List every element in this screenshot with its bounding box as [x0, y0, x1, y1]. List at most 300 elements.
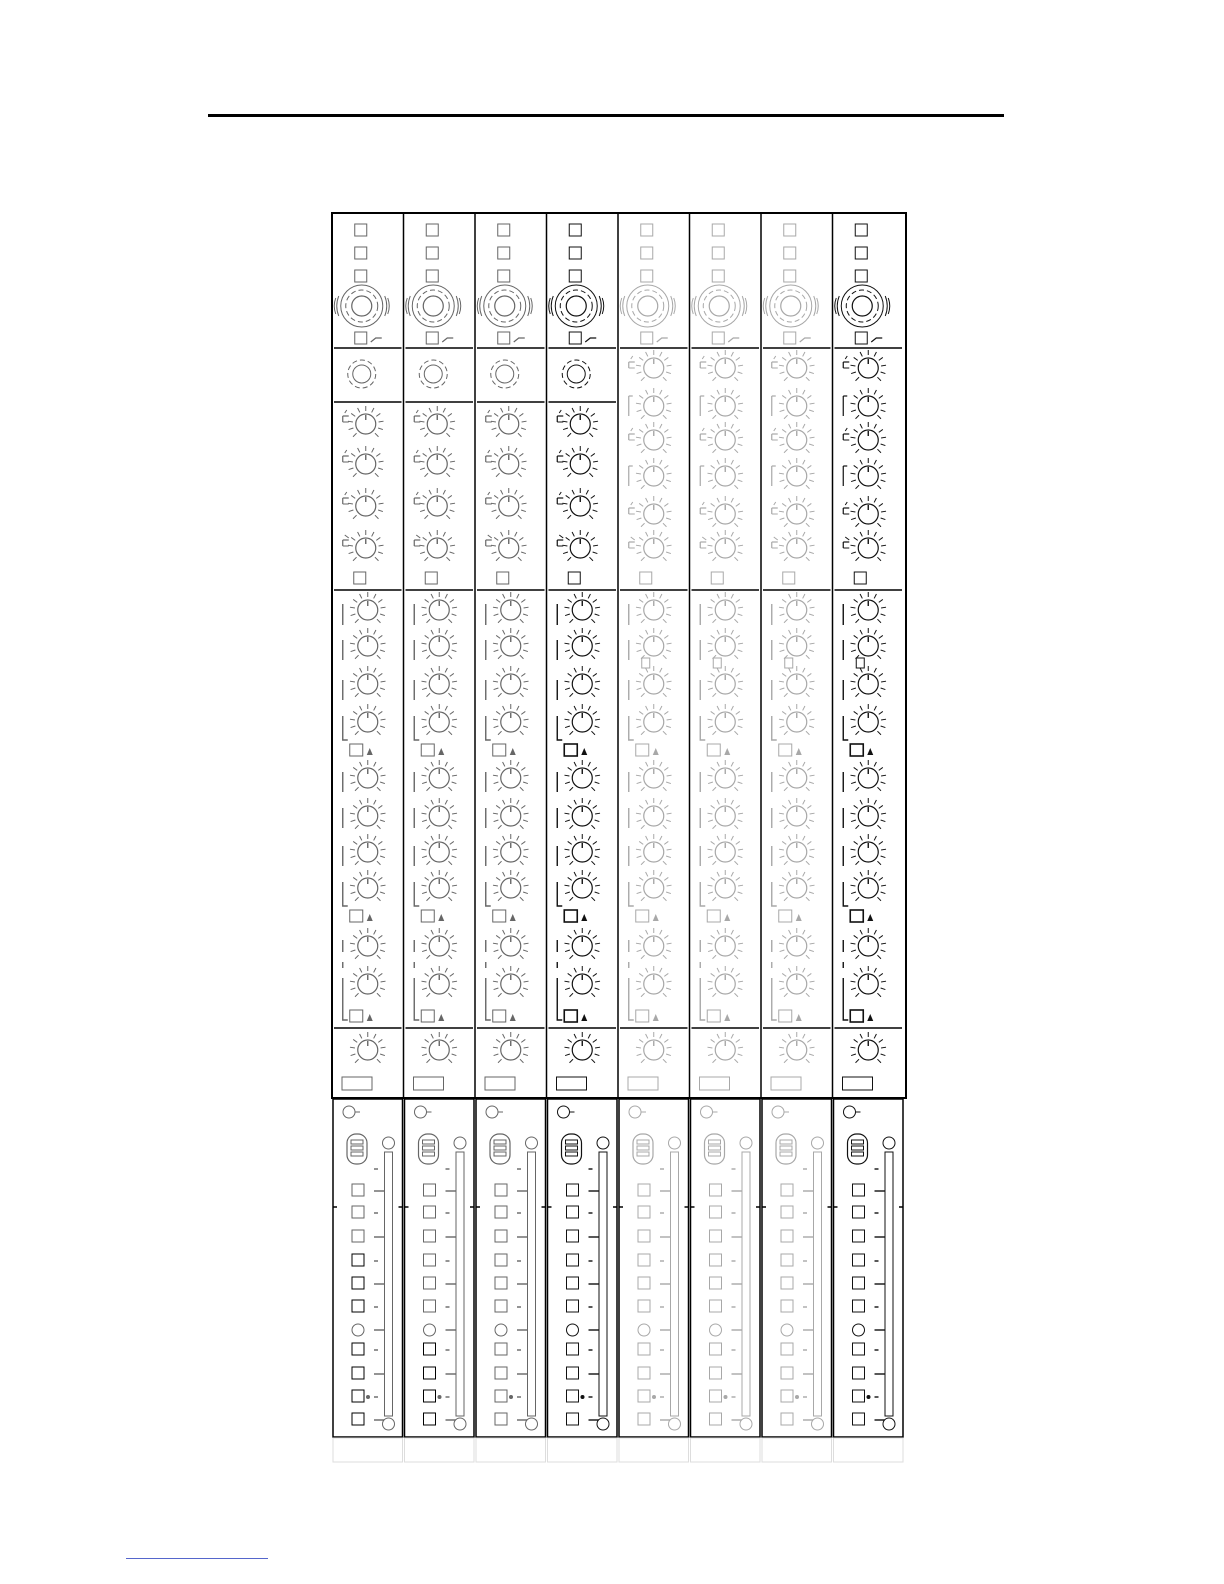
gain-bracket: [551, 296, 553, 316]
eq-knob: [348, 446, 384, 477]
routing-switch: [495, 1300, 507, 1312]
routing-switch: [781, 1300, 793, 1312]
knob-tick: [711, 1039, 715, 1042]
knob-tick: [588, 594, 590, 598]
eq-knob: [850, 388, 886, 419]
eq-band-glyph: [343, 450, 349, 462]
knob-tick: [378, 935, 382, 938]
knob-tick: [380, 892, 385, 894]
eq-knob: [779, 422, 815, 453]
knob-tick: [877, 787, 881, 791]
eq-glyph-stroke: [631, 428, 633, 431]
knob-tick: [639, 503, 643, 506]
aux-send-knob: [636, 666, 672, 697]
pan-knob: [636, 1032, 672, 1063]
eq-knob: [636, 388, 672, 419]
knob-tick: [736, 973, 740, 976]
eq-glyph-stroke: [774, 502, 776, 505]
knob-tick: [803, 968, 805, 972]
gain-core: [781, 296, 801, 316]
knob-tick: [381, 607, 386, 608]
knob-tick: [789, 498, 791, 502]
knob-tick: [378, 877, 382, 880]
gain-knob: [406, 285, 461, 327]
knob-tick: [521, 635, 525, 638]
knob-tick: [639, 395, 643, 398]
knob-tick: [810, 849, 815, 850]
knob-tick: [493, 719, 498, 720]
eq-knob: [348, 530, 384, 561]
routing-switch: [638, 1367, 650, 1379]
knob-tick: [503, 968, 505, 972]
knob-tick: [707, 473, 712, 474]
knob-tick: [570, 825, 574, 829]
knob-tick: [641, 861, 645, 865]
knob-tick: [707, 719, 712, 720]
input-switch: [855, 247, 867, 259]
knob-tick: [789, 762, 791, 766]
aux-bracket: [343, 882, 348, 906]
knob-tick: [713, 993, 717, 997]
knob-tick: [738, 775, 743, 776]
knob-tick: [667, 719, 672, 720]
hpf-glyph: [728, 338, 739, 342]
routing-switch: [638, 1254, 650, 1266]
knob-tick: [593, 635, 597, 638]
knob-tick: [809, 950, 814, 952]
knob-tick: [443, 408, 445, 412]
hpf-frequency-knob: [562, 360, 590, 388]
knob-tick: [877, 1059, 881, 1063]
aux-send-knob: [421, 760, 457, 791]
gain-bracket: [742, 296, 744, 316]
gain-dashed-ring: [703, 290, 735, 322]
gain-bracket: [674, 298, 676, 314]
knob-tick: [521, 877, 525, 880]
knob-tick: [646, 594, 648, 598]
knob-tick: [377, 655, 381, 659]
knob-tick: [809, 856, 814, 858]
knob-tick: [637, 552, 642, 554]
knob-tick: [854, 465, 858, 468]
knob-tick: [850, 545, 855, 546]
knob-tick: [660, 930, 662, 934]
knob-tick: [636, 511, 641, 512]
aux-send-knob: [850, 928, 886, 959]
knob-tick: [350, 681, 355, 682]
knob-tick: [877, 377, 881, 381]
gain-bracket: [888, 298, 890, 314]
knob-tick: [789, 836, 791, 840]
routing-switch: [853, 1343, 865, 1355]
knob-tick: [494, 453, 498, 456]
knob-tick: [521, 767, 525, 770]
knob-tick: [877, 557, 881, 561]
knob-tick: [639, 465, 643, 468]
knob-tick: [445, 968, 447, 972]
aux-send-knob: [350, 704, 386, 735]
knob-tick: [734, 485, 738, 489]
fader-lock-screw: [495, 1324, 507, 1336]
aux-bracket: [843, 882, 848, 906]
knob-tick: [588, 668, 590, 672]
knob-tick: [881, 813, 886, 814]
fader-bottom-screw: [812, 1418, 824, 1430]
knob-tick: [637, 650, 642, 652]
knob-tick: [860, 594, 862, 598]
aux-send-knob: [421, 798, 457, 829]
knob-tick: [564, 1047, 569, 1048]
eq-glyph-stroke: [559, 410, 561, 413]
knob-tick: [809, 410, 814, 412]
knob-tick: [779, 775, 784, 776]
input-switch: [426, 270, 438, 282]
knob-tick: [641, 955, 645, 959]
knob-tick: [850, 365, 855, 366]
knob-tick: [588, 872, 590, 876]
knob-tick: [738, 1047, 743, 1048]
knob-tick: [494, 988, 499, 990]
knob-tick: [591, 787, 595, 791]
knob-tick: [881, 511, 886, 512]
knob-tick: [780, 820, 785, 822]
knob-tick: [355, 825, 359, 829]
pre-post-switch: [350, 910, 363, 922]
aux-send-knob: [493, 870, 529, 901]
knob-tick: [810, 511, 815, 512]
knob-tick: [809, 444, 814, 446]
knob-tick: [381, 643, 386, 644]
hpf-frequency-core: [424, 365, 442, 383]
knob-tick: [782, 465, 786, 468]
knob-tick: [851, 1054, 856, 1056]
knob-tick: [450, 767, 454, 770]
knob-tick: [734, 787, 738, 791]
knob-tick: [664, 1039, 668, 1042]
knob-tick: [523, 688, 528, 690]
knob-tick: [784, 415, 788, 419]
knob-tick: [421, 719, 426, 720]
knob-tick: [350, 775, 355, 776]
pre-post-glyph: [581, 914, 587, 921]
knob-tick: [663, 619, 667, 623]
aux-send-knob: [421, 704, 457, 735]
knob-tick: [374, 594, 376, 598]
knob-tick: [380, 988, 385, 990]
pre-post-switch: [707, 744, 720, 756]
hpf-frequency-knob: [348, 360, 376, 388]
knob-tick: [574, 930, 576, 934]
knob-tick: [566, 537, 570, 540]
knob-tick: [734, 861, 738, 865]
input-switch: [641, 247, 653, 259]
knob-tick: [784, 693, 788, 697]
knob-tick: [431, 930, 433, 934]
knob-tick: [734, 993, 738, 997]
fader-panel-screw: [772, 1106, 784, 1118]
knob-tick: [713, 787, 717, 791]
knob-tick: [492, 428, 497, 430]
knob-tick: [496, 767, 500, 770]
knob-tick: [517, 594, 519, 598]
knob-tick: [667, 981, 672, 982]
knob-tick: [593, 805, 597, 808]
stereo-link-switch: [785, 658, 793, 668]
mute-led-segment: [780, 1140, 792, 1144]
pre-post-glyph: [796, 914, 802, 921]
gain-bracket: [337, 296, 339, 316]
fader-unity-dot: [581, 1395, 585, 1399]
knob-tick: [731, 706, 733, 710]
knob-tick: [452, 856, 457, 858]
knob-tick: [381, 885, 386, 886]
knob-tick: [803, 498, 805, 502]
knob-tick: [593, 841, 597, 844]
aux-bracket: [486, 716, 491, 740]
knob-tick: [779, 511, 784, 512]
input-switch: [855, 224, 867, 236]
knob-tick: [717, 460, 719, 464]
knob-tick: [637, 1054, 642, 1056]
knob-tick: [588, 836, 590, 840]
knob-tick: [879, 537, 883, 540]
knob-tick: [711, 395, 715, 398]
knob-tick: [593, 428, 598, 430]
pre-post-switch: [493, 910, 506, 922]
scribble-strip: [476, 1438, 546, 1462]
eq-knob: [779, 496, 815, 527]
eq-knob: [562, 406, 598, 437]
knob-tick: [780, 444, 785, 446]
fader-track: [599, 1152, 607, 1416]
knob-tick: [809, 820, 814, 822]
eq-band-glyph: [414, 450, 420, 462]
knob-tick: [353, 635, 357, 638]
knob-tick: [351, 856, 356, 858]
knob-tick: [593, 599, 597, 602]
knob-tick: [372, 448, 374, 452]
knob-tick: [429, 532, 431, 536]
knob-tick: [378, 767, 382, 770]
routing-switch: [352, 1390, 364, 1402]
aux-send-knob: [493, 798, 529, 829]
eq-band-glyph: [486, 535, 492, 546]
knob-tick: [639, 805, 643, 808]
knob-tick: [666, 552, 671, 554]
knob-tick: [636, 403, 641, 404]
knob-tick: [809, 480, 814, 482]
knob-tick: [524, 607, 529, 608]
knob-tick: [782, 1039, 786, 1042]
knob-tick: [591, 1059, 595, 1063]
knob-tick: [450, 552, 455, 554]
knob-tick: [711, 673, 715, 676]
knob-tick: [851, 856, 856, 858]
routing-switch: [352, 1300, 364, 1312]
knob-tick: [503, 630, 505, 634]
knob-tick: [377, 955, 381, 959]
knob-tick: [521, 468, 526, 470]
routing-switch: [781, 1206, 793, 1218]
fader-lock-screw: [638, 1324, 650, 1336]
knob-tick: [717, 930, 719, 934]
eq-glyph-stroke: [702, 356, 704, 359]
knob-tick: [860, 706, 862, 710]
routing-switch: [638, 1206, 650, 1218]
knob-tick: [421, 1047, 426, 1048]
knob-tick: [663, 415, 667, 419]
routing-switch: [424, 1254, 436, 1266]
eq-knob: [419, 406, 455, 437]
knob-tick: [452, 719, 457, 720]
knob-tick: [667, 643, 672, 644]
knob-tick: [636, 1047, 641, 1048]
mute-button-frame: [633, 1134, 653, 1164]
knob-tick: [374, 668, 376, 672]
knob-tick: [736, 711, 740, 714]
input-switch: [784, 270, 796, 282]
knob-tick: [564, 681, 569, 682]
mute-led-segment: [852, 1140, 864, 1144]
knob-tick: [593, 510, 598, 512]
knob-tick: [353, 767, 357, 770]
knob-tick: [639, 1039, 643, 1042]
routing-switch: [352, 1254, 364, 1266]
knob-tick: [574, 800, 576, 804]
knob-tick: [881, 719, 886, 720]
knob-tick: [523, 820, 528, 822]
knob-tick: [452, 650, 457, 652]
knob-tick: [782, 357, 786, 360]
knob-tick: [591, 495, 595, 498]
fader-top-screw: [883, 1137, 895, 1149]
gain-bracket: [528, 296, 530, 316]
knob-tick: [591, 619, 595, 623]
aux-send-knob: [350, 928, 386, 959]
knob-tick: [591, 993, 595, 997]
knob-tick: [637, 856, 642, 858]
knob-tick: [425, 805, 429, 808]
knob-tick: [501, 448, 503, 452]
mute-led-segment: [637, 1152, 649, 1156]
knob-tick: [856, 619, 860, 623]
knob-tick: [667, 885, 672, 886]
knob-tick: [568, 767, 572, 770]
knob-tick: [854, 395, 858, 398]
knob-tick: [494, 614, 499, 616]
aux-send-knob: [707, 870, 743, 901]
knob-tick: [523, 892, 528, 894]
knob-tick: [593, 1039, 597, 1042]
knob-tick: [782, 841, 786, 844]
knob-tick: [524, 943, 529, 944]
eq-glyph-stroke: [845, 428, 847, 431]
knob-tick: [355, 787, 359, 791]
input-switch: [641, 224, 653, 236]
knob-tick: [881, 552, 886, 554]
aux-send-knob: [707, 666, 743, 697]
routing-switch: [567, 1413, 579, 1425]
knob-tick: [779, 981, 784, 982]
knob-tick: [427, 693, 431, 697]
knob-tick: [353, 935, 357, 938]
aux-bracket: [414, 882, 419, 906]
knob-tick: [807, 673, 811, 676]
knob-tick: [663, 485, 667, 489]
knob-tick: [494, 1054, 499, 1056]
knob-tick: [736, 841, 740, 844]
knob-tick: [707, 643, 712, 644]
pre-post-switch: [564, 744, 577, 756]
knob-tick: [717, 532, 719, 536]
eq-knob: [850, 458, 886, 489]
hpf-glyph: [514, 338, 525, 342]
knob-tick: [443, 448, 445, 452]
knob-tick: [874, 836, 876, 840]
knob-tick: [591, 861, 595, 865]
knob-tick: [452, 775, 457, 776]
knob-tick: [521, 935, 525, 938]
knob-tick: [666, 614, 671, 616]
knob-tick: [877, 897, 881, 901]
knob-tick: [807, 973, 811, 976]
knob-tick: [421, 775, 426, 776]
knob-tick: [663, 693, 667, 697]
knob-tick: [717, 668, 719, 672]
knob-tick: [448, 897, 452, 901]
routing-switch: [424, 1277, 436, 1289]
channel-strip-8: [833, 213, 904, 1462]
knob-tick: [637, 892, 642, 894]
knob-tick: [881, 444, 886, 446]
knob-tick: [591, 825, 595, 829]
knob-tick: [711, 767, 715, 770]
knob-tick: [881, 726, 886, 728]
aux-bracket: [414, 716, 419, 740]
channel-label-strip: [557, 1077, 587, 1090]
knob-tick: [789, 390, 791, 394]
knob-tick: [641, 377, 645, 381]
knob-tick: [789, 424, 791, 428]
knob-tick: [636, 885, 641, 886]
aux-bracket: [772, 716, 777, 740]
knob-tick: [779, 403, 784, 404]
knob-tick: [591, 955, 595, 959]
knob-tick: [427, 731, 431, 735]
knob-tick: [707, 545, 712, 546]
routing-switch: [424, 1300, 436, 1312]
knob-tick: [707, 813, 712, 814]
knob-tick: [593, 503, 598, 504]
knob-tick: [881, 1054, 886, 1056]
knob-tick: [851, 892, 856, 894]
knob-tick: [521, 973, 525, 976]
knob-tick: [851, 410, 856, 412]
routing-switch: [853, 1230, 865, 1242]
knob-tick: [378, 428, 383, 430]
knob-tick: [856, 955, 860, 959]
knob-tick: [445, 1034, 447, 1038]
knob-tick: [375, 473, 379, 477]
fader-top-screw: [597, 1137, 609, 1149]
knob-tick: [734, 731, 738, 735]
knob-tick: [850, 849, 855, 850]
aux-bracket: [343, 716, 348, 740]
eq-band-glyph: [843, 356, 849, 368]
knob-tick: [664, 973, 668, 976]
knob-tick: [780, 1054, 785, 1056]
pre-post-glyph: [510, 914, 516, 921]
